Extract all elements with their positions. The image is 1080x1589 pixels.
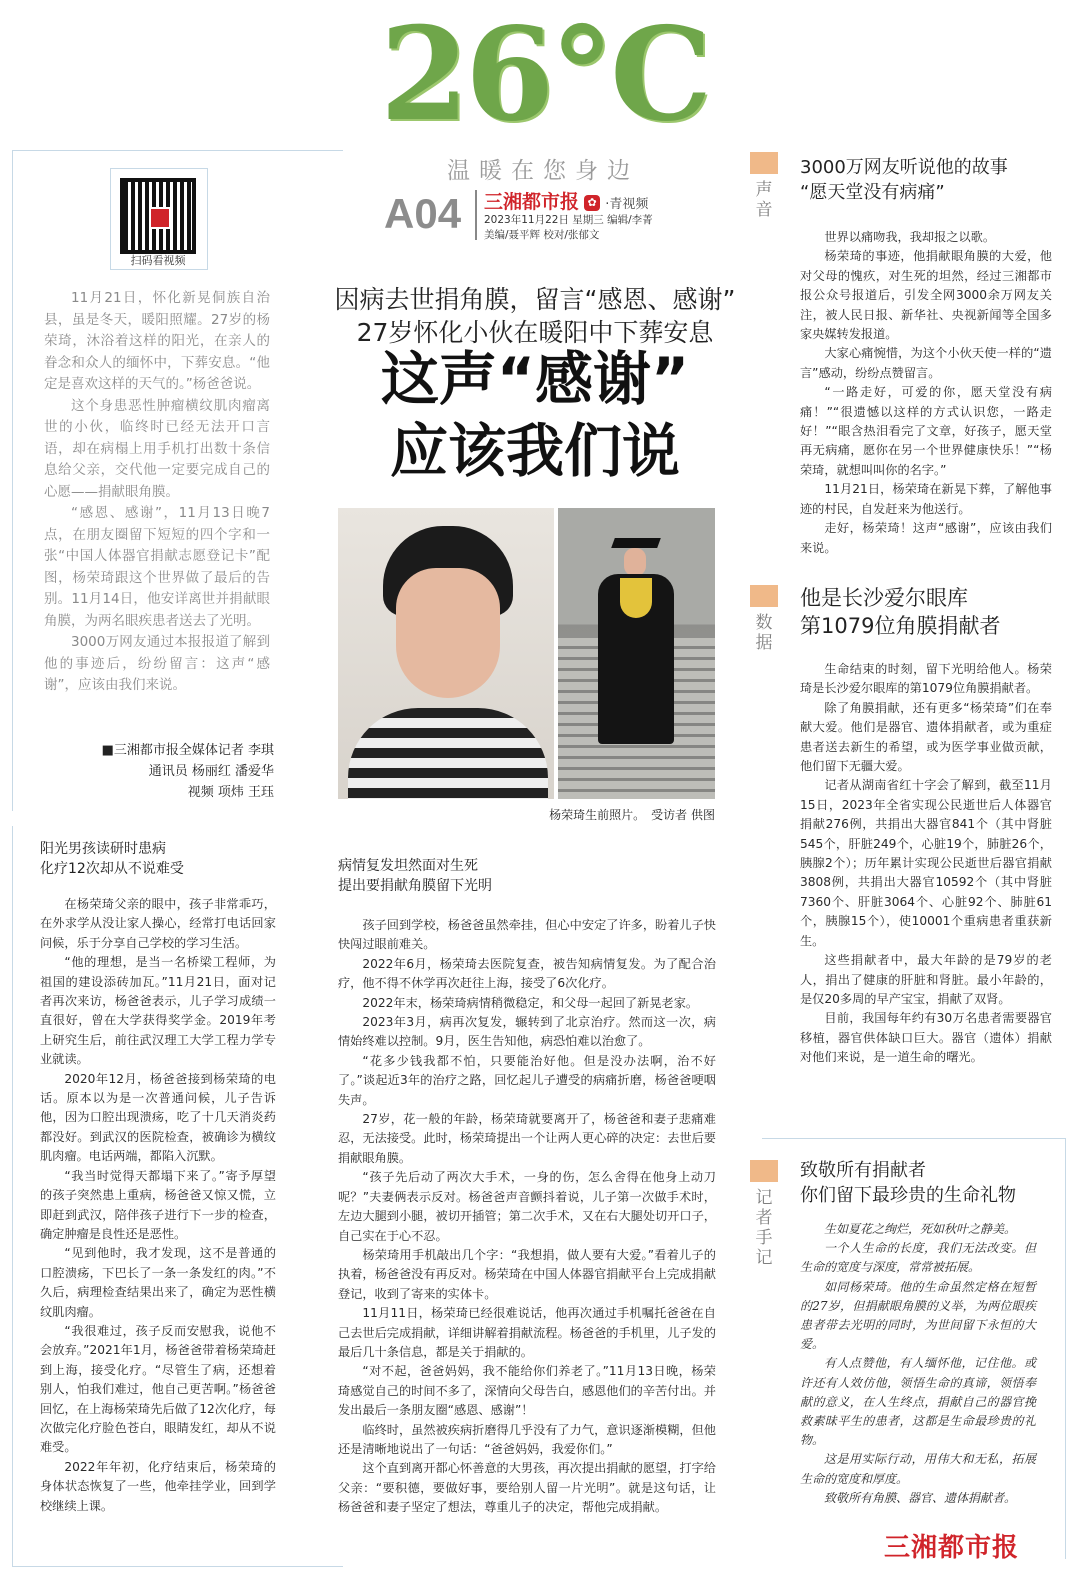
section2-paragraph: 临终时，虽然被疾病折磨得几乎没有了力气，意识逐渐模糊，但他还是清晰地说出了一句话：“爸爸妈妈，我爱你们。”: [338, 1422, 716, 1456]
section1-paragraph: 2022年年初，化疗结束后，杨荣琦的身体状态恢复了一些，他牵挂学业，回到学校继续上课。: [40, 1459, 276, 1513]
data-paragraph: 除了角膜捐献，还有更多“杨荣琦”们在奉献大爱。他们是器官、遗体捐献者，或为重症患者送去新生的希望，或为医学事业做贡献，他们留下无疆大爱。: [800, 700, 1052, 774]
grad-hood: [620, 578, 652, 618]
notes-title-1: 致敬所有捐献者: [800, 1160, 926, 1181]
headline-kicker-2: 27岁怀化小伙在暖阳中下葬安息: [356, 318, 714, 347]
section2-paragraph: 孩子回到学校，杨爸爸虽然牵挂，但心中安定了许多，盼着儿子快快闯过眼前难关。: [338, 918, 716, 952]
data-tag-label: 数据: [755, 613, 773, 653]
section2-text: [338, 916, 716, 1518]
data-heading: [800, 584, 1000, 640]
date-line: 2023年11月22日 星期三 编辑/李菁: [484, 214, 653, 226]
tag-marker: [750, 152, 778, 174]
byline: [84, 740, 274, 803]
lead-paragraph: 3000万网友通过本报报道了解到他的事迹后，纷纷留言：这声“感谢”，应该由我们来说。: [44, 634, 270, 693]
graduation-photo: [558, 508, 715, 799]
data-title-2: 第1079位角膜捐献者: [800, 614, 1001, 638]
voice-paragraph: “一路走好，可爱的你，愿天堂没有病痛！”“很遗憾以这样的方式认识您，一路走好！”“眼含热泪看完了文章，好孩子，愿天堂再无病痛，愿你在另一个世界健康快乐！”“杨荣琦，就想叫叫你的名字。”: [800, 385, 1052, 477]
section2-paragraph: 2022年末，杨荣琦病情稍微稳定，和父母一起回了新晃老家。: [362, 995, 699, 1010]
divider-vertical: [475, 190, 477, 240]
headline-kicker-1: 因病去世捐角膜，留言“感恩、感谢”: [334, 285, 736, 314]
voice-paragraph: 11月21日，杨荣琦在新晃下葬，了解他事迹的村民，自发赶来为他送行。: [800, 482, 1052, 516]
section2-paragraph: 这个直到离开都心怀善意的大男孩，再次提出捐献的愿望，打字给父亲：“要积德，要做好事，要给别人留一片光明”。就是这句话，让杨爸爸和妻子坚定了想法，尊重儿子的决定，帮他完成捐献。: [338, 1461, 716, 1515]
qr-code[interactable]: [124, 182, 192, 250]
tag-marker: [750, 1160, 778, 1182]
section2-paragraph: 2023年3月，病再次复发，辗转到了北京治疗。然而这一次，病情始终难以控制。9月，医生告知他，病恐怕难以治愈了。: [338, 1015, 716, 1049]
section2-paragraph: “花多少钱我都不怕，只要能治好他。但是没办法啊，治不好了。”谈起近3年的治疗之路，回忆起儿子遭受的病痛折磨，杨爸爸哽咽失声。: [338, 1053, 716, 1107]
notes-text: [800, 1220, 1036, 1508]
section1-paragraph: “我当时觉得天都塌下来了。”寄予厚望的孩子突然患上重病，杨爸爸又惊又慌，立即赶到武汉，陪伴孩子进行下一步的检查，确定肿瘤是良性还是恶性。: [40, 1168, 276, 1241]
qr-caption: 扫码看视频: [130, 254, 186, 267]
portrait-face: [396, 568, 500, 698]
voice-paragraph: 杨荣琦的事迹，他捐献眼角膜的大爱，他对父母的愧疚，对生死的坦然，经过三湘都市报公众号报道后，引发全网3000余万网友关注，被人民日报、新华社、央视新闻等全国多家央媒转发报道。: [800, 249, 1052, 342]
photo-caption: 杨荣琦生前照片。 受访者 供图: [549, 808, 715, 822]
lead-paragraph: 这个身患恶性肿瘤横纹肌肉瘤离世的小伙，临终时已经无法开口言语，却在病榻上用手机打出数十条信息给父亲，交代他一定要完成自己的心愿——捐献眼角膜。: [44, 397, 270, 500]
data-paragraph: 记者从湖南省红十字会了解到，截至11月15日，2023年全省实现公民逝世后人体器官捐献276例，共捐出大器官841个（其中肾脏545个，肝脏249个，心脏19个，肺脏26个，胰腺2个）；历年累计实现公民逝世后器官捐献3808例，共捐出大器官10592个（其中肾脏7360个、肝脏3064个、心脏92个、肺脏61个，胰腺15个），使10001个重病患者重获新生。: [800, 778, 1052, 948]
notes-tag: [749, 1160, 779, 1268]
portrait-photo: [338, 508, 554, 799]
data-paragraph: 这些捐献者中，最大年龄的是79岁的老人，捐出了健康的肝脏和肾脏。最小年龄的，是仅20多周的早产宝宝，捐献了双肾。: [800, 953, 1052, 1006]
byline-video: 视频 项炜 王珏: [187, 785, 274, 800]
notes-tag-label: 记者手记: [755, 1188, 773, 1268]
headline-main-1: 这声“感谢”: [380, 345, 690, 413]
data-paragraph: 目前，我国每年约有30万名患者需要器官移植，器官供体缺口巨大。器官（遗体）捐献对他们来说，是一道生命的曙光。: [800, 1011, 1052, 1065]
section1-heading: [40, 839, 184, 879]
notes-heading: [800, 1158, 1016, 1208]
voice-title-2: “愿天堂没有病痛”: [800, 182, 945, 203]
notes-paragraph: 生如夏花之绚烂，死如秋叶之静美。: [824, 1222, 1017, 1236]
grad-face: [624, 548, 646, 576]
section1-text: [40, 895, 276, 1516]
voice-heading: [800, 155, 1008, 205]
editors-line: 美编/聂平辉 校对/张郁文: [484, 229, 600, 241]
portrait-shirt: [348, 708, 548, 799]
data-text: [800, 660, 1052, 1068]
headline-main-2: 应该我们说: [389, 417, 680, 485]
data-tag: [749, 585, 779, 653]
voice-paragraph: 大家心痛惋惜，为这个小伙天使一样的“遗言”感动，纷纷点赞留言。: [800, 346, 1052, 380]
app-icon: ✿: [584, 195, 600, 211]
section1-paragraph: 2020年12月，杨爸爸接到杨荣琦的电话。原本以为是一次普通问候，儿子告诉他，因为口腔出现溃疡，吃了十几天消炎药都没好。到武汉的医院检查，被确诊为横纹肌肉瘤。电话两端，都陷入沉默。: [40, 1071, 276, 1164]
section2-heading: [338, 856, 492, 896]
notes-paragraph: 如同杨荣琦。他的生命虽然定格在短暂的27岁，但捐献眼角膜的义举，为两位眼疾患者带去光明的同时，为世间留下永恒的大爱。: [800, 1279, 1036, 1352]
voice-title-1: 3000万网友听说他的故事: [800, 157, 1008, 178]
notes-title-2: 你们留下最珍贵的生命礼物: [800, 1185, 1016, 1206]
notes-paragraph: 致敬所有角膜、器官、遗体捐献者。: [824, 1490, 1017, 1505]
temperature-text: 26°C: [380, 0, 708, 150]
notes-paragraph: 有人点赞他，有人缅怀他，记住他。或许还有人效仿他，领悟生命的真谛，领悟奉献的意义，在人生终点，捐献自己的器官挽救素昧平生的患者，这都是生命最珍贵的礼物。: [800, 1356, 1036, 1448]
paper-name: 三湘都市报: [484, 191, 580, 213]
paper-masthead: [484, 187, 648, 214]
section1-paragraph: “他的理想，是当一名桥梁工程师，为祖国的建设添砖加瓦。”11月21日，面对记者再次来访，杨爸爸表示，儿子学习成绩一直很好，曾在大学获得奖学金。2019年考上研究生后，前往武汉理工大学工程力学专业就读。: [40, 955, 276, 1067]
section2-title-2: 提出要捐献角膜留下光明: [338, 878, 492, 894]
section1-paragraph: “我很难过，孩子反而安慰我，说他不会放弃。”2021年1月，杨爸爸带着杨荣琦赶到上海，接受化疗。“尽管生了病，还想着别人，怕我们难过，他自己更苦啊。”杨爸爸回忆，在上海杨荣琦先后做了12次化疗，每次做完化疗脸色苍白，眼睛发红，却从不说难受。: [40, 1323, 276, 1455]
voice-tag: [749, 152, 779, 220]
section2-paragraph: 杨荣琦用手机敲出几个字：“我想捐，做人要有大爱。”看着儿子的执着，杨爸爸没有再反对。杨荣琦在中国人体器官捐献平台上完成捐献登记，收到了寄来的实体卡。: [338, 1247, 716, 1301]
voice-tag-label: 声音: [755, 180, 773, 220]
tag-marker: [750, 585, 778, 607]
lead-paragraph: 11月21日，怀化新晃侗族自治县，虽是冬天，暖阳照耀。27岁的杨荣琦，沐浴着这样的阳光，在亲人的眷念和众人的缅怀中，下葬安息。“他定是喜欢这样的天气的。”杨爸爸说。: [44, 290, 270, 392]
byline-reporter: ■三湘都市报全媒体记者 李琪: [101, 743, 274, 758]
section2-paragraph: 27岁，花一般的年龄，杨荣琦就要离开了，杨爸爸和妻子悲痛难忍，无法接受。此时，杨荣琦提出一个让两人更心碎的决定：去世后要捐献眼角膜。: [338, 1112, 716, 1165]
newspaper-logo: 三湘都市报: [884, 1533, 1020, 1563]
section2-paragraph: “孩子先后动了两次大手术，一身的伤，怎么舍得在他身上动刀呢？”夫妻俩表示反对。杨爸爸声音颤抖着说，儿子第一次做手术时，左边大腿到小腿，被切开插管；第二次手术，又在右大腿处切开口子，自己实在于心不忍。: [338, 1170, 716, 1243]
voice-paragraph: 走好，杨荣琦！这声“感谢”，应该由我们来说。: [800, 521, 1052, 555]
page-number: A04: [384, 190, 462, 237]
lead-paragraph: “感恩、感谢”，11月13日晚7点，在朋友圈留下短短的四个字和一张“中国人体器官捐献志愿登记卡”配图，杨荣琦跟这个世界做了最后的告别。11月14日，他安详离世并捐献眼角膜，为两名眼疾患者送去了光明。: [44, 505, 270, 629]
section2-paragraph: 11月11日，杨荣琦已经很难说话，他再次通过手机嘱托爸爸在自己去世后完成捐献，详细讲解着捐献流程。杨爸爸的手机里，儿子发的最后几十条信息，都是关于捐献的。: [338, 1306, 716, 1359]
grad-cap: [611, 538, 661, 548]
qr-center-icon: [149, 207, 171, 229]
section1-title-2: 化疗12次却从不说难受: [40, 861, 184, 877]
section2-title-1: 病情复发坦然面对生死: [338, 858, 478, 874]
notes-paragraph: 这是用实际行动，用伟大和无私，拓展生命的宽度和厚度。: [800, 1452, 1036, 1486]
slogan: 温暖在您身边: [447, 158, 639, 184]
sub-brand: ·青视频: [605, 197, 649, 212]
section2-paragraph: 2022年6月，杨荣琦去医院复查，被告知病情复发。为了配合治疗，他不得不休学再次赶往上海，接受了6次化疗。: [338, 956, 716, 991]
section1-title-1: 阳光男孩读研时患病: [40, 841, 166, 857]
temperature-logo: [380, 0, 708, 150]
voice-paragraph: 世界以痛吻我，我却报之以歌。: [824, 230, 996, 244]
lead-text: [44, 288, 270, 697]
section1-paragraph: “见到他时，我才发现，这不是普通的口腔溃疡，下巴长了一条一条发红的肉。”不久后，病理检查结果出来了，确定为恶性横纹肌肉瘤。: [40, 1246, 276, 1319]
data-title-1: 他是长沙爱尔眼库: [800, 586, 968, 610]
notes-paragraph: 一个人生命的长度，我们无法改变。但生命的宽度与深度，常常被拓展。: [800, 1241, 1036, 1275]
section1-paragraph: 在杨荣琦父亲的眼中，孩子非常乖巧，在外求学从没让家人操心，经常打电话回家问候，乐于分享自己学校的学习生活。: [40, 897, 276, 950]
data-paragraph: 生命结束的时刻，留下光明给他人。杨荣琦是长沙爱尔眼库的第1079位角膜捐献者。: [800, 662, 1052, 696]
section2-paragraph: “对不起，爸爸妈妈，我不能给你们养老了。”11月13日晚，杨荣琦感觉自己的时间不多了，深情向父母告白，感恩他们的辛苦付出。并发出最后一条朋友圈“感恩、感谢”！: [338, 1364, 716, 1418]
voice-text: [800, 228, 1052, 558]
byline-correspondents: 通讯员 杨丽红 潘爱华: [148, 764, 274, 779]
